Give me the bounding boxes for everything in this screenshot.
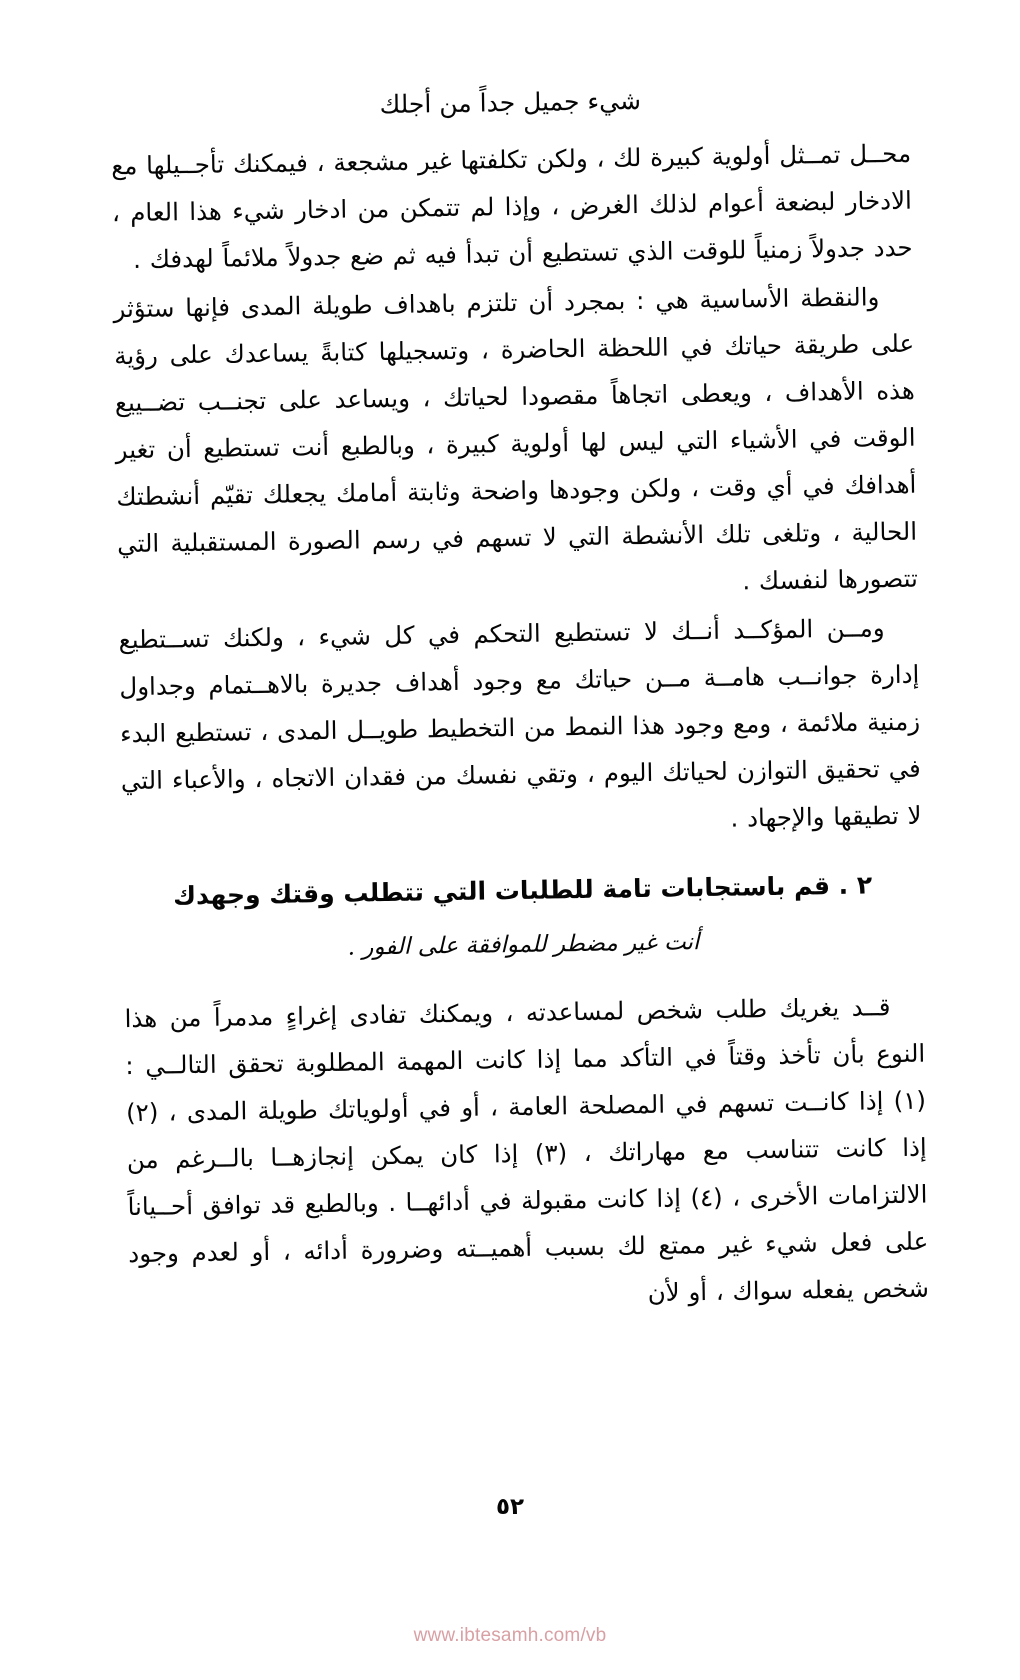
site-watermark: www.ibtesamh.com/vb [413, 1625, 607, 1646]
paragraph-4: قــد يغريك طلب شخص لمساعدته ، ويمكنك تفادى إغراءٍ مدمراً من هذا النوع بأن تأخذ وقتاً في التأكد مما إذا كانت المهمة المطلوبة تحقق التالــي : (١) إذا كانــت تسهم في المصلحة العامة ، أو في أولوياتك طويلة المدى ، (٢) إذا كانت تتناسب مع مهاراتك ، (٣) إذا كان يمكن إنجازهــا بالــرغم من الالتزامات الأخرى ، (٤) إذا كانت مقبولة في أدائهــا . وبالطبع قد توافق أحــياناً على فعل شيء غير ممتع لك بسبب أهميــته وضرورة أدائه ، أو لعدم وجود شخص يفعله سواك ، أو لأن [124, 991, 930, 1307]
paragraph-3: ومــن المؤكــد أنــك لا تستطيع التحكم في كل شيء ، ولكنك تســتطيع إدارة جوانــب هامــة مــن حياتك مع وجود أهداف جديرة بالاهــتمام وجداول زمنية ملائمة ، ومع وجود هذا النمط من التخطيط طويــل المدى ، تستطيع البدء في تحقيق التوازن لحياتك اليوم ، وتقي نفسك من فقدان الاتجاه ، والأعباء التي لا تطيقها والإجهاد . [118, 612, 922, 833]
section-heading-2: ٢ . قم باستجابات تامة للطلبات التي تتطلب وقتك وجهدك [172, 870, 873, 911]
page-text-block [110, 80, 929, 1326]
section-subtitle-note: أنت غير مضطر للموافقة على الفور . [347, 929, 700, 961]
page-title: شيء جميل جداً من أجلك [379, 85, 642, 120]
paragraph-2: والنقطة الأساسية هي : بمجرد أن تلتزم باهداف طويلة المدى فإنها ستؤثر على طريقة حياتك في اللحظة الحاضرة ، وتسجيلها كتابةً يساعدك على رؤية هذه الأهداف ، ويعطى اتجاهاً مقصودا لحياتك ، ويساعد على تجنــب تضــييع الوقت في الأشياء التي ليس لها أولوية كبيرة ، وبالطبع أنت تستطيع أن تغير أهدافك في أي وقت ، ولكن وجودها واضحة وثابتة أمامك يجعلك تقيّم أنشطتك الحالية ، وتلغى تلك الأنشطة التي لا تسهم في رسم الصورة المستقبلية التي تتصورها لنفسك . [113, 281, 919, 596]
page-number: ٥٢ [495, 1494, 525, 1520]
paragraph-1: محــل تمــثل أولوية كبيرة لك ، ولكن تكلفتها غير مشجعة ، فيمكنك تأجــيلها مع الادخار لبضعة أعوام لذلك الغرض ، وإذا لم تتمكن من ادخار شيء هذا العام ، حدد جدولاً زمنياً للوقت الذي تستطيع أن تبدأ فيه ثم ضع جدولاً ملائماً لهدفك . [110, 138, 913, 274]
